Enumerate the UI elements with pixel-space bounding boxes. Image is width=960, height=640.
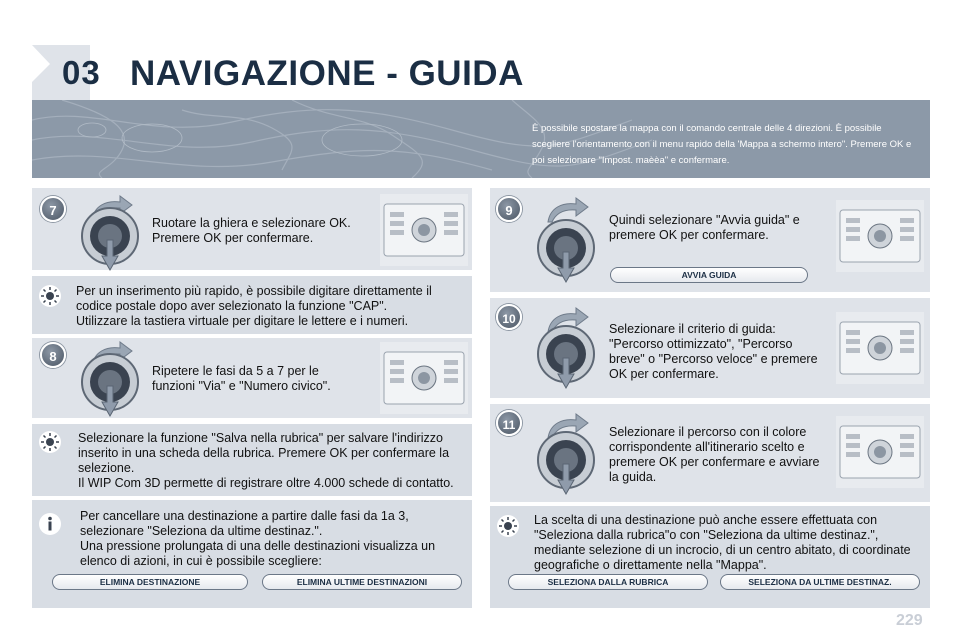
step-8-text: [152, 364, 382, 394]
tip-1-line-3: Utilizzare la tastiera virtuale per digitare le lettere e i numeri.: [76, 314, 409, 328]
radio-unit-image: [836, 416, 924, 488]
sun-tip-icon: [38, 430, 62, 454]
info-line-1: Per cancellare una destinazione a partire dalle fasi da 1a 3,: [80, 509, 409, 523]
step-7-badge: 7: [40, 196, 66, 222]
step-7-text: [152, 216, 382, 246]
tip-1-line-2: codice postale dopo aver selezionato la funzione "CAP".: [76, 299, 388, 313]
info-line-2: selezionare "Seleziona da ultime destinaz.".: [80, 524, 323, 538]
tip-2-line-2: inserito in una scheda della rubrica. Premere OK per confermare la: [78, 446, 450, 460]
control-knob-icon: [534, 322, 598, 392]
control-knob-icon: [534, 428, 598, 498]
info-icon: [38, 512, 62, 536]
step-10-line-1: Selezionare il criterio di guida:: [609, 322, 776, 336]
step-11-line-1: Selezionare il percorso con il colore: [609, 425, 807, 439]
delete-destination-button[interactable]: ELIMINA DESTINAZIONE: [52, 574, 248, 590]
info-line-4: elenco di azioni, in cui è possibile scegliere:: [80, 554, 322, 568]
tip-3-line-2: "Seleziona dalla rubrica"o con "Seleziona da ultime destinaz.",: [534, 528, 879, 542]
step-10-badge: 10: [496, 304, 522, 330]
radio-unit-image: [380, 342, 468, 414]
control-knob-icon: [534, 216, 598, 286]
tip-3-line-3: mediante selezione di un incrocio, di un centro abitato, di coordinate: [534, 543, 911, 557]
sun-tip-icon: [496, 514, 520, 538]
info-text: [80, 509, 468, 569]
radio-unit-image: [836, 312, 924, 384]
step-10-text: [609, 322, 835, 382]
step-8-badge: 8: [40, 342, 66, 368]
tip-2-line-1: Selezionare la funzione "Salva nella rubrica" per salvare l'indirizzo: [78, 431, 443, 445]
tip-3-line-1: La scelta di una destinazione può anche essere effettuata con: [534, 513, 878, 527]
delete-last-destinations-button[interactable]: ELIMINA ULTIME DESTINAZIONI: [262, 574, 462, 590]
select-from-contacts-button[interactable]: SELEZIONA DALLA RUBRICA: [508, 574, 708, 590]
tip-1-line-1: Per un inserimento più rapido, è possibile digitare direttamente il: [76, 284, 432, 298]
sun-tip-icon: [38, 284, 62, 308]
info-line-3: Una pressione prolungata di una delle destinazioni visualizza un: [80, 539, 436, 553]
tip-3-text: [534, 513, 924, 573]
step-10-line-2: "Percorso ottimizzato", "Percorso: [609, 337, 793, 351]
start-guidance-button[interactable]: AVVIA GUIDA: [610, 267, 808, 283]
step-11-line-4: la guida.: [609, 470, 657, 484]
step-7-line-2: Premere OK per confermare.: [152, 231, 314, 245]
radio-unit-image: [836, 200, 924, 272]
step-9-line-2: premere OK per confermare.: [609, 228, 769, 242]
chapter-number: 03: [62, 54, 101, 91]
page-number: 229: [896, 612, 923, 629]
tip-1-text: [76, 284, 468, 329]
page-title: NAVIGAZIONE - GUIDA: [130, 54, 524, 93]
step-10-line-4: OK per confermare.: [609, 367, 719, 381]
step-9-line-1: Quindi selezionare "Avvia guida" e: [609, 213, 800, 227]
control-knob-icon: [78, 204, 142, 274]
step-7-line-1: Ruotare la ghiera e selezionare OK.: [152, 216, 351, 230]
step-10-line-3: breve" o "Percorso veloce" e premere: [609, 352, 818, 366]
tip-2-text: [78, 431, 470, 491]
step-9-text: [609, 213, 835, 243]
step-9-badge: 9: [496, 196, 522, 222]
step-8-line-2: funzioni "Via" e "Numero civico".: [152, 379, 331, 393]
tip-3-line-4: geografiche o direttamente nella "Mappa".: [534, 558, 767, 572]
step-8-line-1: Ripetere le fasi da 5 a 7 per le: [152, 364, 319, 378]
step-11-line-2: corrispondente all'itinerario scelto e: [609, 440, 805, 454]
tip-2-line-4: Il WIP Com 3D permette di registrare oltre 4.000 schede di contatto.: [78, 476, 454, 490]
radio-unit-image: [380, 194, 468, 266]
step-11-text: [609, 425, 835, 485]
tip-2-line-3: selezione.: [78, 461, 135, 475]
intro-text: È possibile spostare la mappa con il comando centrale delle 4 direzioni. È possibile scegliere l'orientamento con il menu rapido della 'Mappa a schermo intero". Premere OK e poi selezionare "Impost. maèèa" e confermare.: [532, 123, 912, 166]
step-11-line-3: premere OK per confermare e avviare: [609, 455, 820, 469]
select-from-recent-destinations-button[interactable]: SELEZIONA DA ULTIME DESTINAZ.: [720, 574, 920, 590]
control-knob-icon: [78, 350, 142, 420]
step-11-badge: 11: [496, 410, 522, 436]
